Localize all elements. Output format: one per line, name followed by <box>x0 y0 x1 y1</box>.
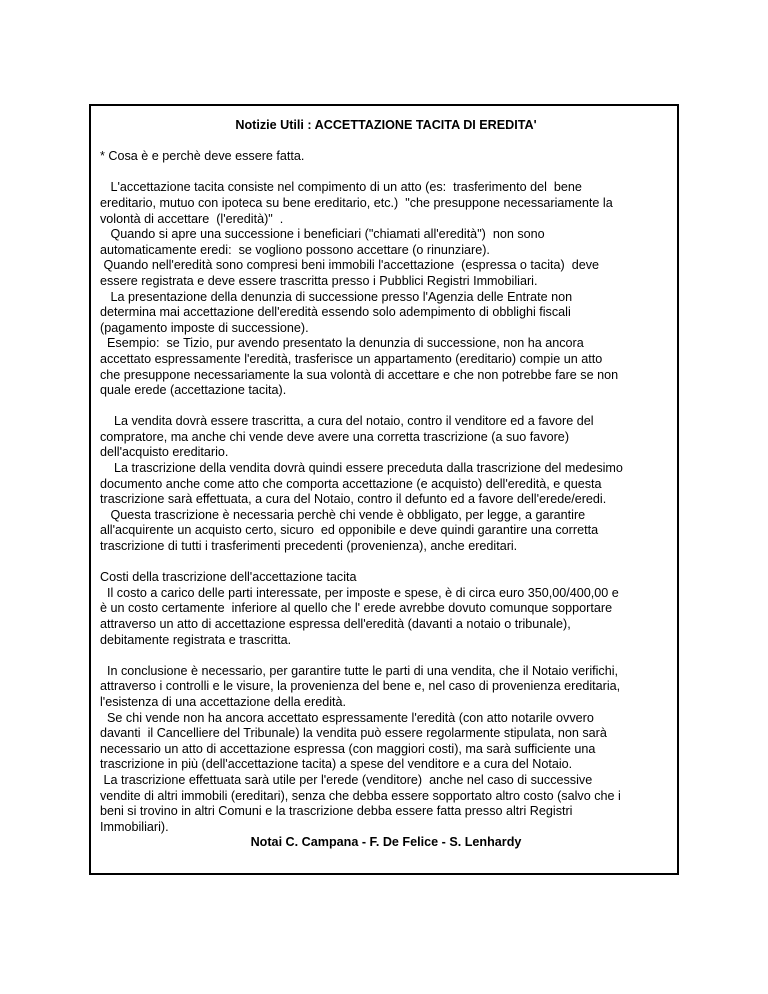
paragraph-line: trascrizione sarà effettuata, a cura del Notaio, contro il defunto ed a favore dell'erede/eredi. <box>100 492 607 507</box>
paragraph-line: quale erede (accettazione tacita). <box>100 383 287 398</box>
paragraph-line: volontà di accettare (l'eredità)" . <box>100 211 284 226</box>
paragraph-line: L'accettazione tacita consiste nel compimento di un atto (es: trasferimento del bene <box>100 180 582 195</box>
paragraph-line: necessario un atto di accettazione espressa (con maggiori costi), ma sarà sufficiente una <box>100 741 596 756</box>
paragraph-line: dell'acquisto ereditario. <box>100 445 229 460</box>
spacer <box>100 165 672 181</box>
paragraph-line: vendite di altri immobili (ereditari), senza che debba essere sopportato altro costo (salvo che i <box>100 788 621 803</box>
paragraph-line: trascrizione in più (dell'accettazione tacita) a spese del venditore e a cura del Notaio. <box>100 757 573 772</box>
spacer <box>100 648 672 664</box>
paragraph-line: La vendita dovrà essere trascritta, a cura del notaio, contro il venditore ed a favore del <box>100 414 594 429</box>
paragraph-line: La trascrizione della vendita dovrà quindi essere preceduta dalla trascrizione del medesimo <box>100 461 623 476</box>
paragraph-line: che presuppone necessariamente la sua volontà di accettare e che non potrebbe fare se non <box>100 367 619 382</box>
paragraph-line: Il costo a carico delle parti interessate, per imposte e spese, è di circa euro 350,00/400,00 e <box>100 585 619 600</box>
paragraph-line: trascrizione di tutti i trasferimenti precedenti (provenienza), anche ereditari. <box>100 539 518 554</box>
paragraph-line: l'esistenza di una accettazione della eredità. <box>100 694 347 709</box>
paragraph-line: Se chi vende non ha ancora accettato espressamente l'eredità (con atto notarile ovvero <box>100 710 594 725</box>
paragraph-line: Immobiliari). <box>100 819 169 834</box>
document-frame <box>89 104 679 875</box>
paragraph-line: La trascrizione effettuata sarà utile per l'erede (venditore) anche nel caso di successive <box>100 772 593 787</box>
section-costs <box>100 570 672 648</box>
paragraph-line: Quando nell'eredità sono compresi beni immobili l'accettazione (espressa o tacita) deve <box>100 258 600 273</box>
paragraph-line: automaticamente eredi: se vogliono possono accettare (o rinunziare). <box>100 242 490 257</box>
paragraph-line: determina mai accettazione dell'eredità essendo solo adempimento di obblighi fiscali <box>100 305 571 320</box>
paragraph-line: Questa trascrizione è necessaria perchè chi vende è obbligato, per legge, a garantire <box>100 507 586 522</box>
paragraph-line: essere registrata e deve essere trascritta presso i Pubblici Registri Immobiliari. <box>100 273 538 288</box>
question-line: * Cosa è e perchè deve essere fatta. <box>100 149 305 164</box>
spacer <box>100 555 672 571</box>
paragraph-line: La presentazione della denunzia di successione presso l'Agenzia delle Entrate non <box>100 289 573 304</box>
paragraph-line: davanti il Cancelliere del Tribunale) la vendita può essere regolarmente stipulata, non sarà <box>100 726 607 741</box>
paragraph-line: accettato espressamente l'eredità, trasferisce un appartamento (ereditario) compie un atto <box>100 351 603 366</box>
paragraph-line: compratore, ma anche chi vende deve avere una corretta trascrizione (a suo favore) <box>100 429 570 444</box>
section-definition <box>100 180 672 398</box>
paragraph-line: Quando si apre una successione i beneficiari ("chiamati all'eredità") non sono <box>100 227 545 242</box>
paragraph-line: all'acquirente un acquisto certo, sicuro ed opponibile e deve quindi garantire una corretta <box>100 523 599 538</box>
paragraph-line: (pagamento imposte di successione). <box>100 320 309 335</box>
paragraph-line: ereditario, mutuo con ipoteca su bene ereditario, etc.) "che presuppone necessariamente la <box>100 195 613 210</box>
paragraph-line: beni si trovino in altri Comuni e la trascrizione debba essere fatta presso altri Registri <box>100 804 573 819</box>
section-transcription <box>100 414 672 554</box>
paragraph-line: In conclusione è necessario, per garantire tutte le parti di una vendita, che il Notaio verifichi, <box>100 663 619 678</box>
paragraph-line: debitamente registrata e trascritta. <box>100 632 292 647</box>
section-conclusion <box>100 664 672 836</box>
signature: Notai C. Campana - F. De Felice - S. Lenhardy <box>250 835 522 850</box>
paragraph-line: documento anche come atto che comporta accettazione (e acquisto) dell'eredità, e questa <box>100 476 602 491</box>
paragraph-line: Esempio: se Tizio, pur avendo presentato la denunzia di successione, non ha ancora <box>100 336 584 351</box>
paragraph-line: attraverso i controlli e le visure, la provenienza del bene e, nel caso di provenienza ereditaria, <box>100 679 621 694</box>
paragraph-line: attraverso un atto di accettazione espressa dell'eredità (davanti a notaio o tribunale), <box>100 617 571 631</box>
document-content <box>100 118 672 851</box>
paragraph-line: è un costo certamente inferiore al quello che l' erede avrebbe dovuto comunque sopportare <box>100 601 613 616</box>
document-title: Notizie Utili : ACCETTAZIONE TACITA DI EREDITA' <box>235 118 537 132</box>
spacer <box>100 134 672 150</box>
paragraph-line: Costi della trascrizione dell'accettazione tacita <box>100 570 357 585</box>
spacer <box>100 399 672 415</box>
